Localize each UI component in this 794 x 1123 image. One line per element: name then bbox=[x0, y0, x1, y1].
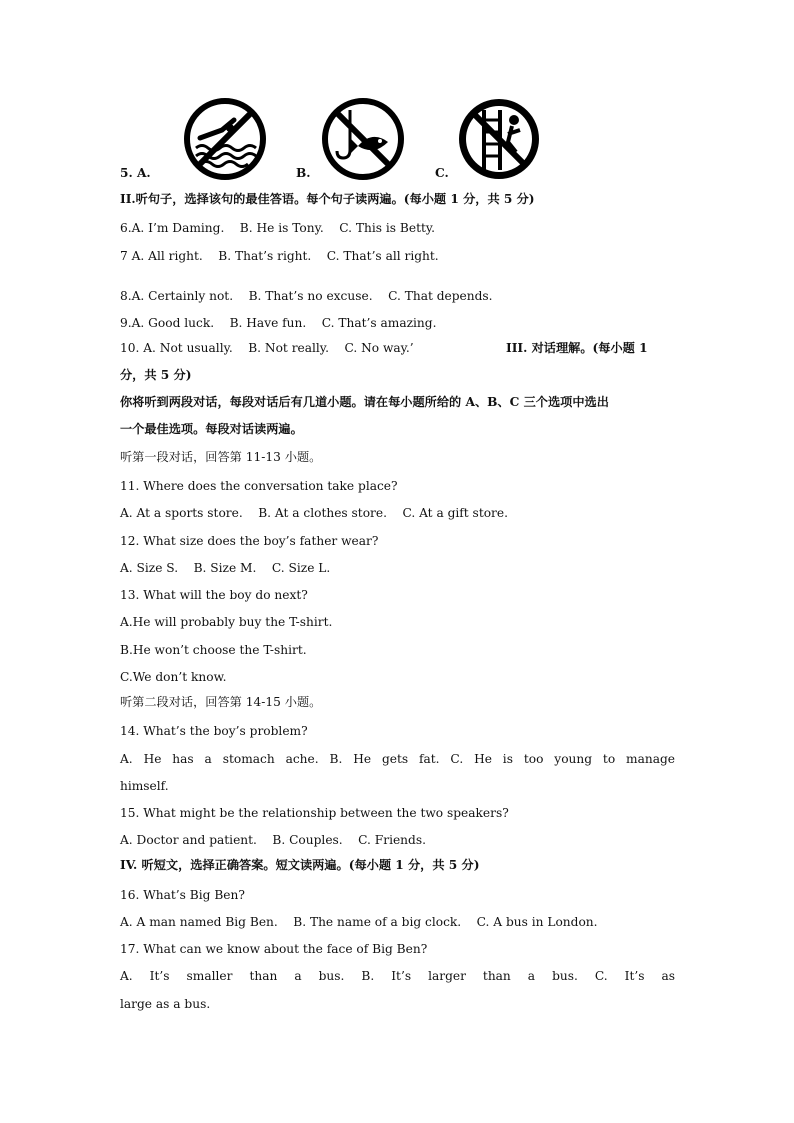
question-14: 14. What’s the boy’s problem? bbox=[120, 724, 308, 738]
question-15-options: A. Doctor and patient. B. Couples. C. Friends. bbox=[120, 833, 426, 847]
section-3-instructions-cont: 一个最佳选项。每段对话读两遍。 bbox=[120, 422, 303, 436]
question-12-options: A. Size S. B. Size M. C. Size L. bbox=[120, 561, 331, 575]
section-3-title-cont: 分，共 5 分) bbox=[120, 368, 192, 382]
question-13: 13. What will the boy do next? bbox=[120, 588, 308, 602]
question-13-option-a: A.He will probably buy the T-shirt. bbox=[120, 615, 333, 629]
q5-option-c: C. bbox=[435, 166, 449, 180]
question-10: 10. A. Not usually. B. Not really. C. No way.’ bbox=[120, 341, 414, 355]
question-16-options: A. A man named Big Ben. B. The name of a big clock. C. A bus in London. bbox=[120, 915, 598, 929]
question-14-options: A. He has a stomach ache. B. He gets fat. C. He is too young to manage bbox=[120, 752, 675, 766]
section-3-instructions: 你将听到两段对话，每段对话后有几道小题。请在每小题所给的 A、B、C 三个选项中选出 bbox=[120, 395, 609, 409]
section-4-title: IV. 听短文，选择正确答案。短文读两遍。(每小题 1 分，共 5 分) bbox=[120, 858, 480, 872]
question-12: 12. What size does the boy’s father wear? bbox=[120, 534, 379, 548]
question-11-options: A. At a sports store. B. At a clothes store. C. At a gift store. bbox=[120, 506, 508, 520]
question-13-option-b: B.He won’t choose the T-shirt. bbox=[120, 643, 307, 657]
q5-option-b: B. bbox=[296, 166, 311, 180]
no-fishing-icon bbox=[320, 96, 406, 182]
question-13-option-c: C.We don’t know. bbox=[120, 670, 227, 684]
question-15: 15. What might be the relationship between the two speakers? bbox=[120, 806, 509, 820]
q5-number: 5. A. bbox=[120, 166, 151, 180]
section-2-title: II.听句子，选择该句的最佳答语。每个句子读两遍。(每小题 1 分，共 5 分) bbox=[120, 192, 535, 206]
no-swimming-icon bbox=[182, 96, 268, 182]
question-11: 11. Where does the conversation take place? bbox=[120, 479, 398, 493]
section-3-title: III. 对话理解。(每小题 1 bbox=[506, 341, 648, 355]
dialogue-1-heading: 听第一段对话，回答第 11-13 小题。 bbox=[120, 450, 322, 464]
no-climbing-icon bbox=[456, 96, 542, 182]
dialogue-2-heading: 听第二段对话，回答第 14-15 小题。 bbox=[120, 695, 322, 709]
question-17-options-cont: large as a bus. bbox=[120, 997, 211, 1011]
question-16: 16. What’s Big Ben? bbox=[120, 888, 245, 902]
question-8: 8.A. Certainly not. B. That’s no excuse. C. That depends. bbox=[120, 289, 493, 303]
question-9: 9.A. Good luck. B. Have fun. C. That’s amazing. bbox=[120, 316, 437, 330]
question-7: 7 A. All right. B. That’s right. C. That’s all right. bbox=[120, 249, 439, 263]
question-17: 17. What can we know about the face of Big Ben? bbox=[120, 942, 428, 956]
question-17-options: A. It’s smaller than a bus. B. It’s larger than a bus. C. It’s as bbox=[120, 969, 675, 983]
question-14-options-cont: himself. bbox=[120, 779, 169, 793]
question-6: 6.A. I’m Daming. B. He is Tony. C. This is Betty. bbox=[120, 221, 436, 235]
